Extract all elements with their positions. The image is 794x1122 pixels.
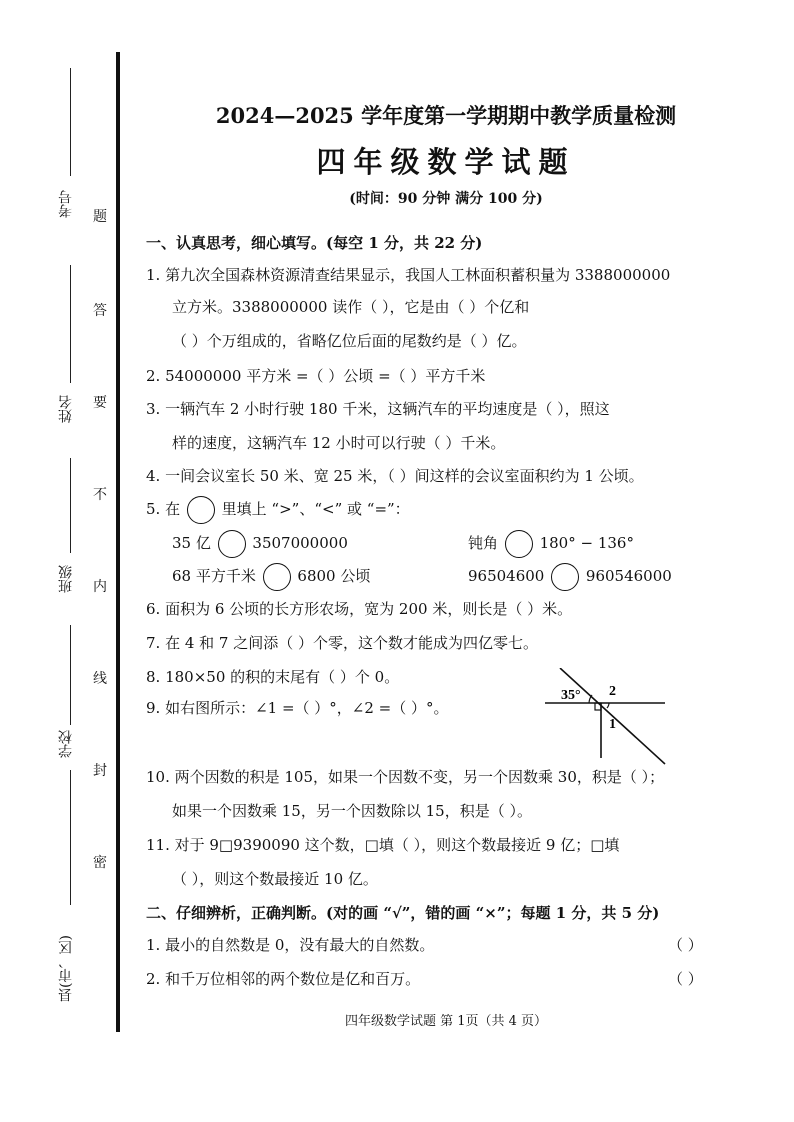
- answer-circle[interactable]: [263, 563, 291, 591]
- judge-answer-box[interactable]: （ ）: [668, 936, 703, 954]
- answer-circle[interactable]: [218, 530, 246, 558]
- name-label: 姓名: [58, 395, 74, 423]
- compare-left: 96504600: [468, 567, 545, 585]
- judge-item-text: 1. 最小的自然数是 0，没有最大的自然数。: [146, 936, 435, 954]
- county-label: 县(市、区): [58, 935, 74, 1002]
- seal-char: 题: [93, 209, 107, 225]
- question-line: 7. 在 4 和 7 之间添（ ）个零，这个数才能成为四亿零七。: [146, 634, 539, 652]
- comparison-row: [468, 563, 672, 591]
- q5-prefix: 5. 在: [146, 500, 181, 518]
- answer-circle[interactable]: [551, 563, 579, 591]
- compare-right: 6800 公顷: [297, 567, 371, 585]
- seal-char: 答: [93, 303, 107, 319]
- question-line: （ ），则这个数最接近 10 亿。: [172, 870, 378, 888]
- compare-left: 钝角: [468, 534, 499, 552]
- seal-char: 要: [93, 395, 107, 411]
- section-1-title: 一、认真思考，细心填写。(每空 1 分，共 22 分): [146, 234, 483, 252]
- angle-label-1: 1: [609, 717, 616, 732]
- seal-char: 封: [93, 763, 107, 779]
- angle-label-2: 2: [609, 684, 616, 699]
- question-line: （ ）个万组成的，省略亿位后面的尾数约是（ ）亿。: [172, 332, 527, 350]
- compare-right: 180° − 136°: [539, 534, 634, 552]
- judge-item-text: 2. 和千万位相邻的两个数位是亿和百万。: [146, 970, 421, 988]
- exam-number-label: 考号: [58, 190, 74, 218]
- question-line: 4. 一间会议室长 50 米、宽 25 米，（ ）间这样的会议室面积约为 1 公顷。: [146, 467, 644, 485]
- seal-char: 不: [93, 487, 107, 503]
- answer-circle[interactable]: [505, 530, 533, 558]
- compare-left: 68 平方千米: [172, 567, 256, 585]
- comparison-row: [172, 563, 370, 591]
- question-5-line: [146, 496, 410, 524]
- section-2-title: 二、仔细辨析，正确判断。(对的画 “√”，错的画 “×”；每题 1 分，共 5 分): [146, 904, 660, 922]
- compare-right: 960546000: [585, 567, 672, 585]
- question-line: 11. 对于 9□9390090 这个数，□填（ ），则这个数最接近 9 亿；□填: [146, 836, 620, 854]
- comparison-row: [172, 530, 348, 558]
- question-line: 样的速度，这辆汽车 12 小时可以行驶（ ）千米。: [172, 434, 506, 452]
- question-line: 10. 两个因数的积是 105，如果一个因数不变，另一个因数乘 30，积是（ ）；: [146, 768, 665, 786]
- comparison-row: [468, 530, 634, 558]
- question-line: 2. 54000000 平方米 =（ ）公顷 =（ ）平方千米: [146, 367, 486, 385]
- exam-subtitle: 四年级数学试题: [316, 145, 576, 179]
- question-line: 9. 如右图所示：∠1 =（ ）°，∠2 =（ ）°。: [146, 699, 449, 717]
- answer-circle[interactable]: [187, 496, 215, 524]
- compare-right: 3507000000: [252, 534, 348, 552]
- page-footer: 四年级数学试题 第 1页（共 4 页）: [344, 1014, 548, 1029]
- seal-char: 内: [93, 579, 107, 595]
- q5-instruction: 里填上 “>”、“<” 或 “=”：: [221, 500, 410, 518]
- question-line: 1. 第九次全国森林资源清查结果显示，我国人工林面积蓄积量为 3388000000: [146, 266, 671, 284]
- class-label: 班级: [58, 565, 74, 593]
- question-line: 6. 面积为 6 公顷的长方形农场，宽为 200 米，则长是（ ）米。: [146, 600, 573, 618]
- judge-answer-box[interactable]: （ ）: [668, 970, 703, 988]
- exam-meta: (时间：90 分钟 满分 100 分): [349, 191, 543, 207]
- compare-left: 35 亿: [172, 534, 211, 552]
- angle-figure: [545, 668, 685, 768]
- school-label: 学校: [58, 730, 74, 758]
- seal-char: 密: [93, 855, 107, 871]
- question-line: 立方米。3388000000 读作（ ），它是由（ ）个亿和: [172, 298, 530, 316]
- exam-title: 2024—2025 学年度第一学期期中教学质量检测: [215, 103, 677, 128]
- angle-label-35: 35°: [561, 688, 581, 703]
- seal-char: 线: [93, 671, 107, 687]
- question-line: 如果一个因数乘 15，另一个因数除以 15，积是（ ）。: [172, 802, 532, 820]
- question-line: 8. 180×50 的积的末尾有（ ）个 0。: [146, 668, 400, 686]
- question-line: 3. 一辆汽车 2 小时行驶 180 千米，这辆汽车的平均速度是（ ），照这: [146, 400, 610, 418]
